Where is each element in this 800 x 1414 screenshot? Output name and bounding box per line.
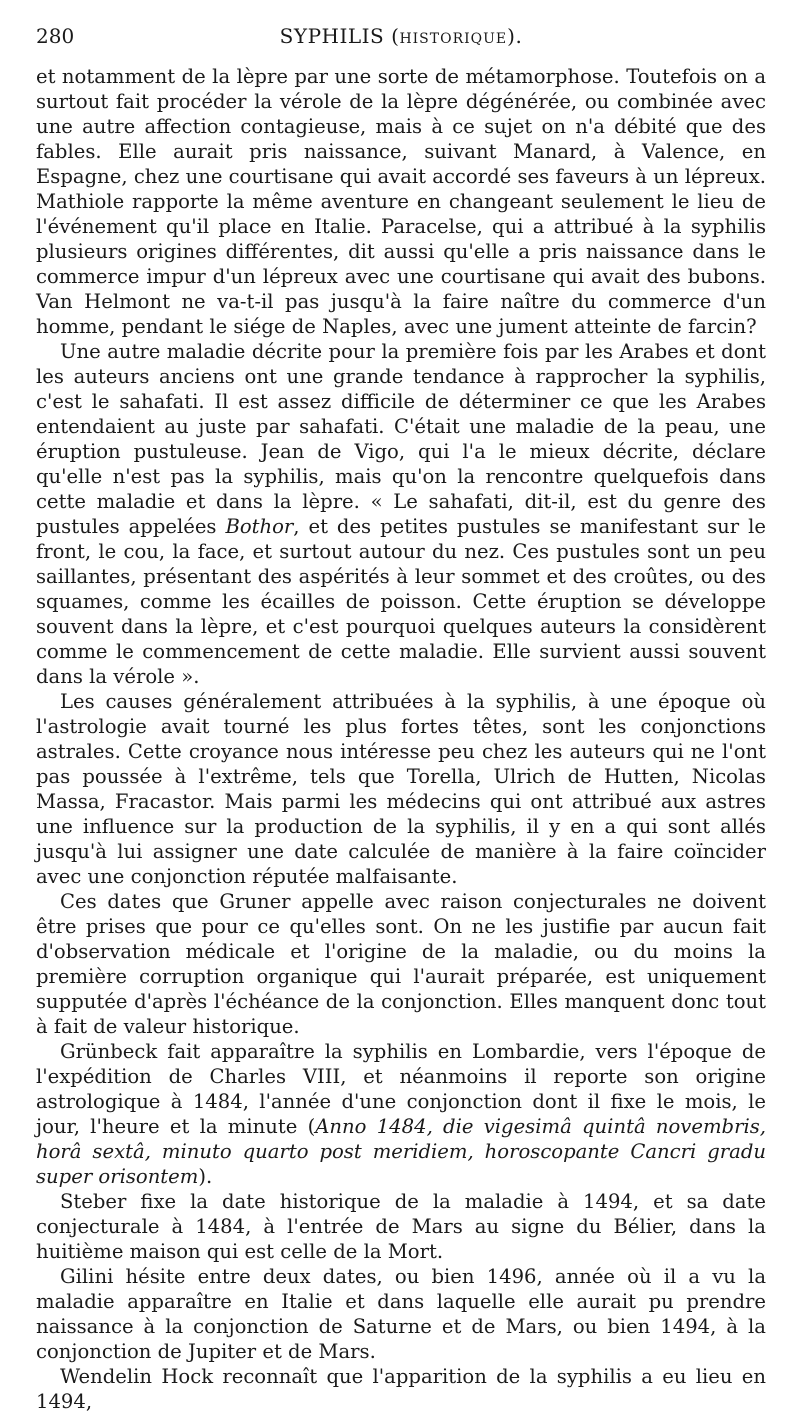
text-run: Wendelin Hock reconnaît que l'apparition de la syphilis a eu lieu en 1494, xyxy=(36,1365,766,1413)
document-page xyxy=(36,24,766,1414)
paragraph-p6 xyxy=(36,1189,766,1264)
paragraph-p5 xyxy=(36,1039,766,1189)
running-title-sub: HISTORIQUE xyxy=(399,31,508,47)
paragraph-p1 xyxy=(36,64,766,339)
text-run: Ces dates que Gruner appelle avec raison conjecturales ne doivent être prises que pour ce qu'elles sont. On ne les justifie par aucun fait d'observation médicale et l'origine de la maladie, ou du moins la première corruption organique qui l'aurait préparée, est uniquement supputée d'après l'échéance de la conjonction. Elles manquent donc tout à fait de valeur historique. xyxy=(36,890,766,1038)
paragraph-p7 xyxy=(36,1264,766,1364)
italic-text-run: Bothor xyxy=(225,515,294,538)
text-run: Les causes généralement attribuées à la syphilis, à une époque où l'astrologie avait tourné les plus fortes têtes, sont les conjonctions astrales. Cette croyance nous intéresse peu chez les auteurs qui ne l'ont pas poussée à l'extrême, tels que Torella, Ulrich de Hutten, Nicolas Massa, Fracastor. Mais parmi les médecins qui ont attribué aux astres une influence sur la production de la syphilis, il y en a qui sont allés jusqu'à lui assigner une date calculée de manière à la faire coïncider avec une conjonction réputée malfaisante. xyxy=(36,690,766,888)
page-number: 280 xyxy=(36,24,75,48)
running-title-main: SYPHILIS xyxy=(279,24,385,48)
body-text xyxy=(36,64,766,1414)
paragraph-p3 xyxy=(36,689,766,889)
paragraph-p2 xyxy=(36,339,766,689)
text-run: ). xyxy=(198,1165,213,1188)
running-title-paren-close: ). xyxy=(507,24,523,48)
paragraph-p4 xyxy=(36,889,766,1039)
text-run: , et des petites pustules se manifestant sur le front, le cou, la face, et surtout autour du nez. Ces pustules sont un peu saillantes, présentant des aspérités à leur sommet et des croûtes, ou des squames, comme les écailles de poisson. Cette éruption se développe souvent dans la lèpre, et c'est pourquoi quelques auteurs la considèrent comme le commencement de cette maladie. Elle survient aussi souvent dans la vérole ». xyxy=(36,515,766,688)
text-run: et notamment de la lèpre par une sorte de métamorphose. Toutefois on a surtout fait procéder la vérole de la lèpre dégénérée, ou combinée avec une autre affection contagieuse, mais à ce sujet on n'a débité que des fables. Elle aurait pris naissance, suivant Manard, à Valence, en Espagne, chez une courtisane qui avait accordé ses faveurs à un lépreux. Mathiole rapporte la même aventure en changeant seulement le lieu de l'événement qu'il place en Italie. Paracelse, qui a attribué à la syphilis plusieurs origines différentes, dit aussi qu'elle a pris naissance dans le commerce impur d'un lépreux avec une courtisane qui avait des bubons. Van Helmont ne va-t-il pas jusqu'à la faire naître du commerce d'un homme, pendant le siége de Naples, avec une jument atteinte de farcin? xyxy=(36,65,766,338)
page-header xyxy=(36,24,766,64)
running-title xyxy=(96,24,766,48)
paragraph-p8 xyxy=(36,1364,766,1414)
text-run: Une autre maladie décrite pour la première fois par les Arabes et dont les auteurs anciens ont une grande tendance à rapprocher la syphilis, c'est le sahafati. Il est assez difficile de déterminer ce que les Arabes entendaient au juste par sahafati. C'était une maladie de la peau, une éruption pustuleuse. Jean de Vigo, qui l'a le mieux décrite, déclare qu'elle n'est pas la syphilis, mais qu'on la rencontre quelquefois dans cette maladie et dans la lèpre. « Le sahafati, dit-il, est du genre des pustules appelées xyxy=(36,340,766,538)
text-run: Steber fixe la date historique de la maladie à 1494, et sa date conjecturale à 1484, à l'entrée de Mars au signe du Bélier, dans la huitième maison qui est celle de la Mort. xyxy=(36,1190,766,1263)
text-run: Grünbeck fait apparaître la syphilis en Lombardie, vers l'époque de l'expédition de Charles VIII, et néanmoins il reporte son origine astrologique à 1484, l'année d'une conjonction dont il fixe le mois, le jour, l'heure et la minute ( xyxy=(36,1040,766,1138)
italic-text-run: Anno 1484, die vigesimâ quintâ novembris, horâ sextâ, minuto quarto post meridiem, horoscopante Cancri gradu super orisontem xyxy=(36,1115,766,1188)
running-title-paren-open: ( xyxy=(384,24,400,48)
text-run: Gilini hésite entre deux dates, ou bien 1496, année où il a vu la maladie apparaître en Italie et dans laquelle elle aurait pu prendre naissance à la conjonction de Saturne et de Mars, ou bien 1494, à la conjonction de Jupiter et de Mars. xyxy=(36,1265,766,1363)
